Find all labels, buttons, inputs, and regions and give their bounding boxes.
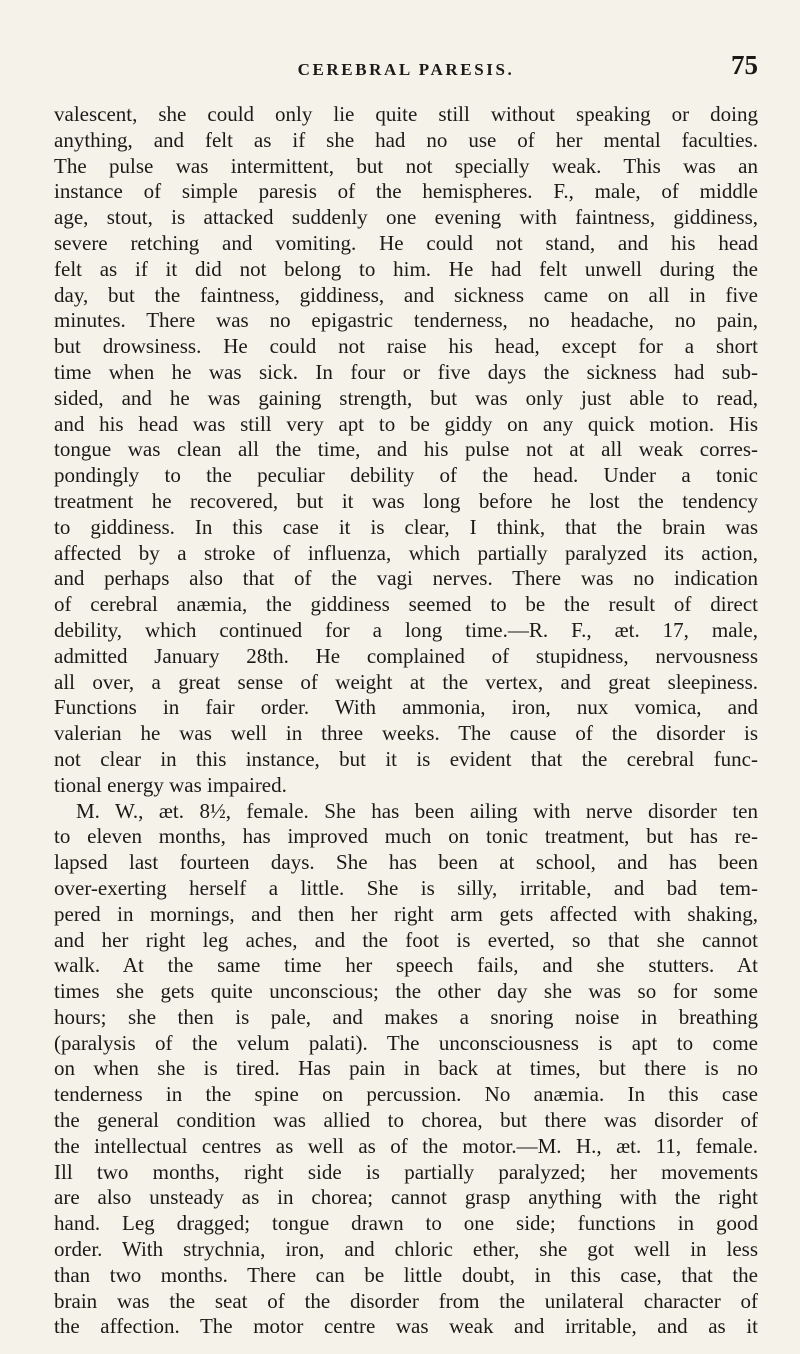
- text-line: are also unsteady as in chorea; cannot grasp anything with the right: [54, 1185, 758, 1210]
- text-line: the intellectual centres as well as of the motor.—M. H., æt. 11, female.: [54, 1133, 758, 1158]
- text-line: pondingly to the peculiar debility of the head. Under a tonic: [54, 463, 758, 488]
- text-line: walk. At the same time her speech fails, and she stutters. At: [54, 953, 758, 978]
- text-line: debility, which continued for a long time.—R. F., æt. 17, male,: [54, 617, 758, 642]
- text-line: The pulse was intermittent, but not specially weak. This was an: [54, 153, 758, 178]
- text-line: of cerebral anæmia, the giddiness seemed to be the result of direct: [54, 592, 758, 617]
- text-line: minutes. There was no epigastric tenderness, no headache, no pain,: [54, 308, 758, 333]
- text-line: on when she is tired. Has pain in back at times, but there is no: [54, 1056, 758, 1081]
- text-line: over-exerting herself a little. She is silly, irritable, and bad tem-: [54, 875, 758, 900]
- text-line: admitted January 28th. He complained of stupidness, nervousness: [54, 643, 758, 668]
- text-line: instance of simple paresis of the hemispheres. F., male, of middle: [54, 179, 758, 204]
- text-line: lapsed last fourteen days. She has been at school, and has been: [54, 850, 758, 875]
- text-line: and perhaps also that of the vagi nerves. There was no indication: [54, 566, 758, 591]
- text-line: but drowsiness. He could not raise his head, except for a short: [54, 334, 758, 359]
- text-line: (paralysis of the velum palati). The unconsciousness is apt to come: [54, 1030, 758, 1055]
- text-line: age, stout, is attacked suddenly one evening with faintness, giddiness,: [54, 205, 758, 230]
- text-line: and his head was still very apt to be giddy on any quick motion. His: [54, 411, 758, 436]
- paragraph-start-line: M. W., æt. 8½, female. She has been ailing with nerve disorder ten: [76, 798, 758, 823]
- text-line: treatment he recovered, but it was long before he lost the tendency: [54, 488, 758, 513]
- text-line: not clear in this instance, but it is evident that the cerebral func-: [54, 746, 758, 771]
- text-line: valerian he was well in three weeks. The cause of the disorder is: [54, 721, 758, 746]
- running-title: CEREBRAL PARESIS.: [297, 60, 515, 79]
- text-line: all over, a great sense of weight at the vertex, and great sleepiness.: [54, 669, 758, 694]
- text-line: valescent, she could only lie quite still without speaking or doing: [54, 102, 758, 126]
- text-line: tenderness in the spine on percussion. No anæmia. In this case: [54, 1082, 758, 1107]
- text-line: sided, and he was gaining strength, but was only just able to read,: [54, 385, 758, 410]
- text-line: and her right leg aches, and the foot is everted, so that she cannot: [54, 927, 758, 952]
- text-line: time when he was sick. In four or five days the sickness had sub-: [54, 359, 758, 384]
- text-line: order. With strychnia, iron, and chloric ether, she got well in less: [54, 1237, 758, 1262]
- text-line: anything, and felt as if she had no use of her mental faculties.: [54, 127, 758, 152]
- text-line: Functions in fair order. With ammonia, iron, nux vomica, and: [54, 695, 758, 720]
- text-line: tongue was clean all the time, and his pulse not at all weak corres-: [54, 437, 758, 462]
- text-line: than two months. There can be little doubt, in this case, that the: [54, 1262, 758, 1287]
- text-line: times she gets quite unconscious; the other day she was so for some: [54, 979, 758, 1004]
- text-line: severe retching and vomiting. He could not stand, and his head: [54, 230, 758, 255]
- text-line: the affection. The motor centre was weak and irritable, and as it: [54, 1314, 758, 1339]
- running-head: [54, 50, 758, 88]
- page-number: 75: [731, 50, 758, 80]
- text-line: Ill two months, right side is partially paralyzed; her movements: [54, 1159, 758, 1184]
- body-text: [54, 102, 758, 1340]
- text-line: brain was the seat of the disorder from the unilateral character of: [54, 1288, 758, 1313]
- text-line: day, but the faintness, giddiness, and sickness came on all in five: [54, 282, 758, 307]
- paragraph-end-line: tional energy was impaired.: [54, 772, 287, 797]
- text-line: hand. Leg dragged; tongue drawn to one side; functions in good: [54, 1211, 758, 1236]
- text-line: felt as if it did not belong to him. He had felt unwell during the: [54, 256, 758, 281]
- text-line: hours; she then is pale, and makes a snoring noise in breathing: [54, 1004, 758, 1029]
- text-line: the general condition was allied to chorea, but there was disorder of: [54, 1108, 758, 1133]
- text-line: to eleven months, has improved much on tonic treatment, but has re-: [54, 824, 758, 849]
- text-line: pered in mornings, and then her right arm gets affected with shaking,: [54, 901, 758, 926]
- text-line: affected by a stroke of influenza, which partially paralyzed its action,: [54, 540, 758, 565]
- text-line: to giddiness. In this case it is clear, I think, that the brain was: [54, 514, 758, 539]
